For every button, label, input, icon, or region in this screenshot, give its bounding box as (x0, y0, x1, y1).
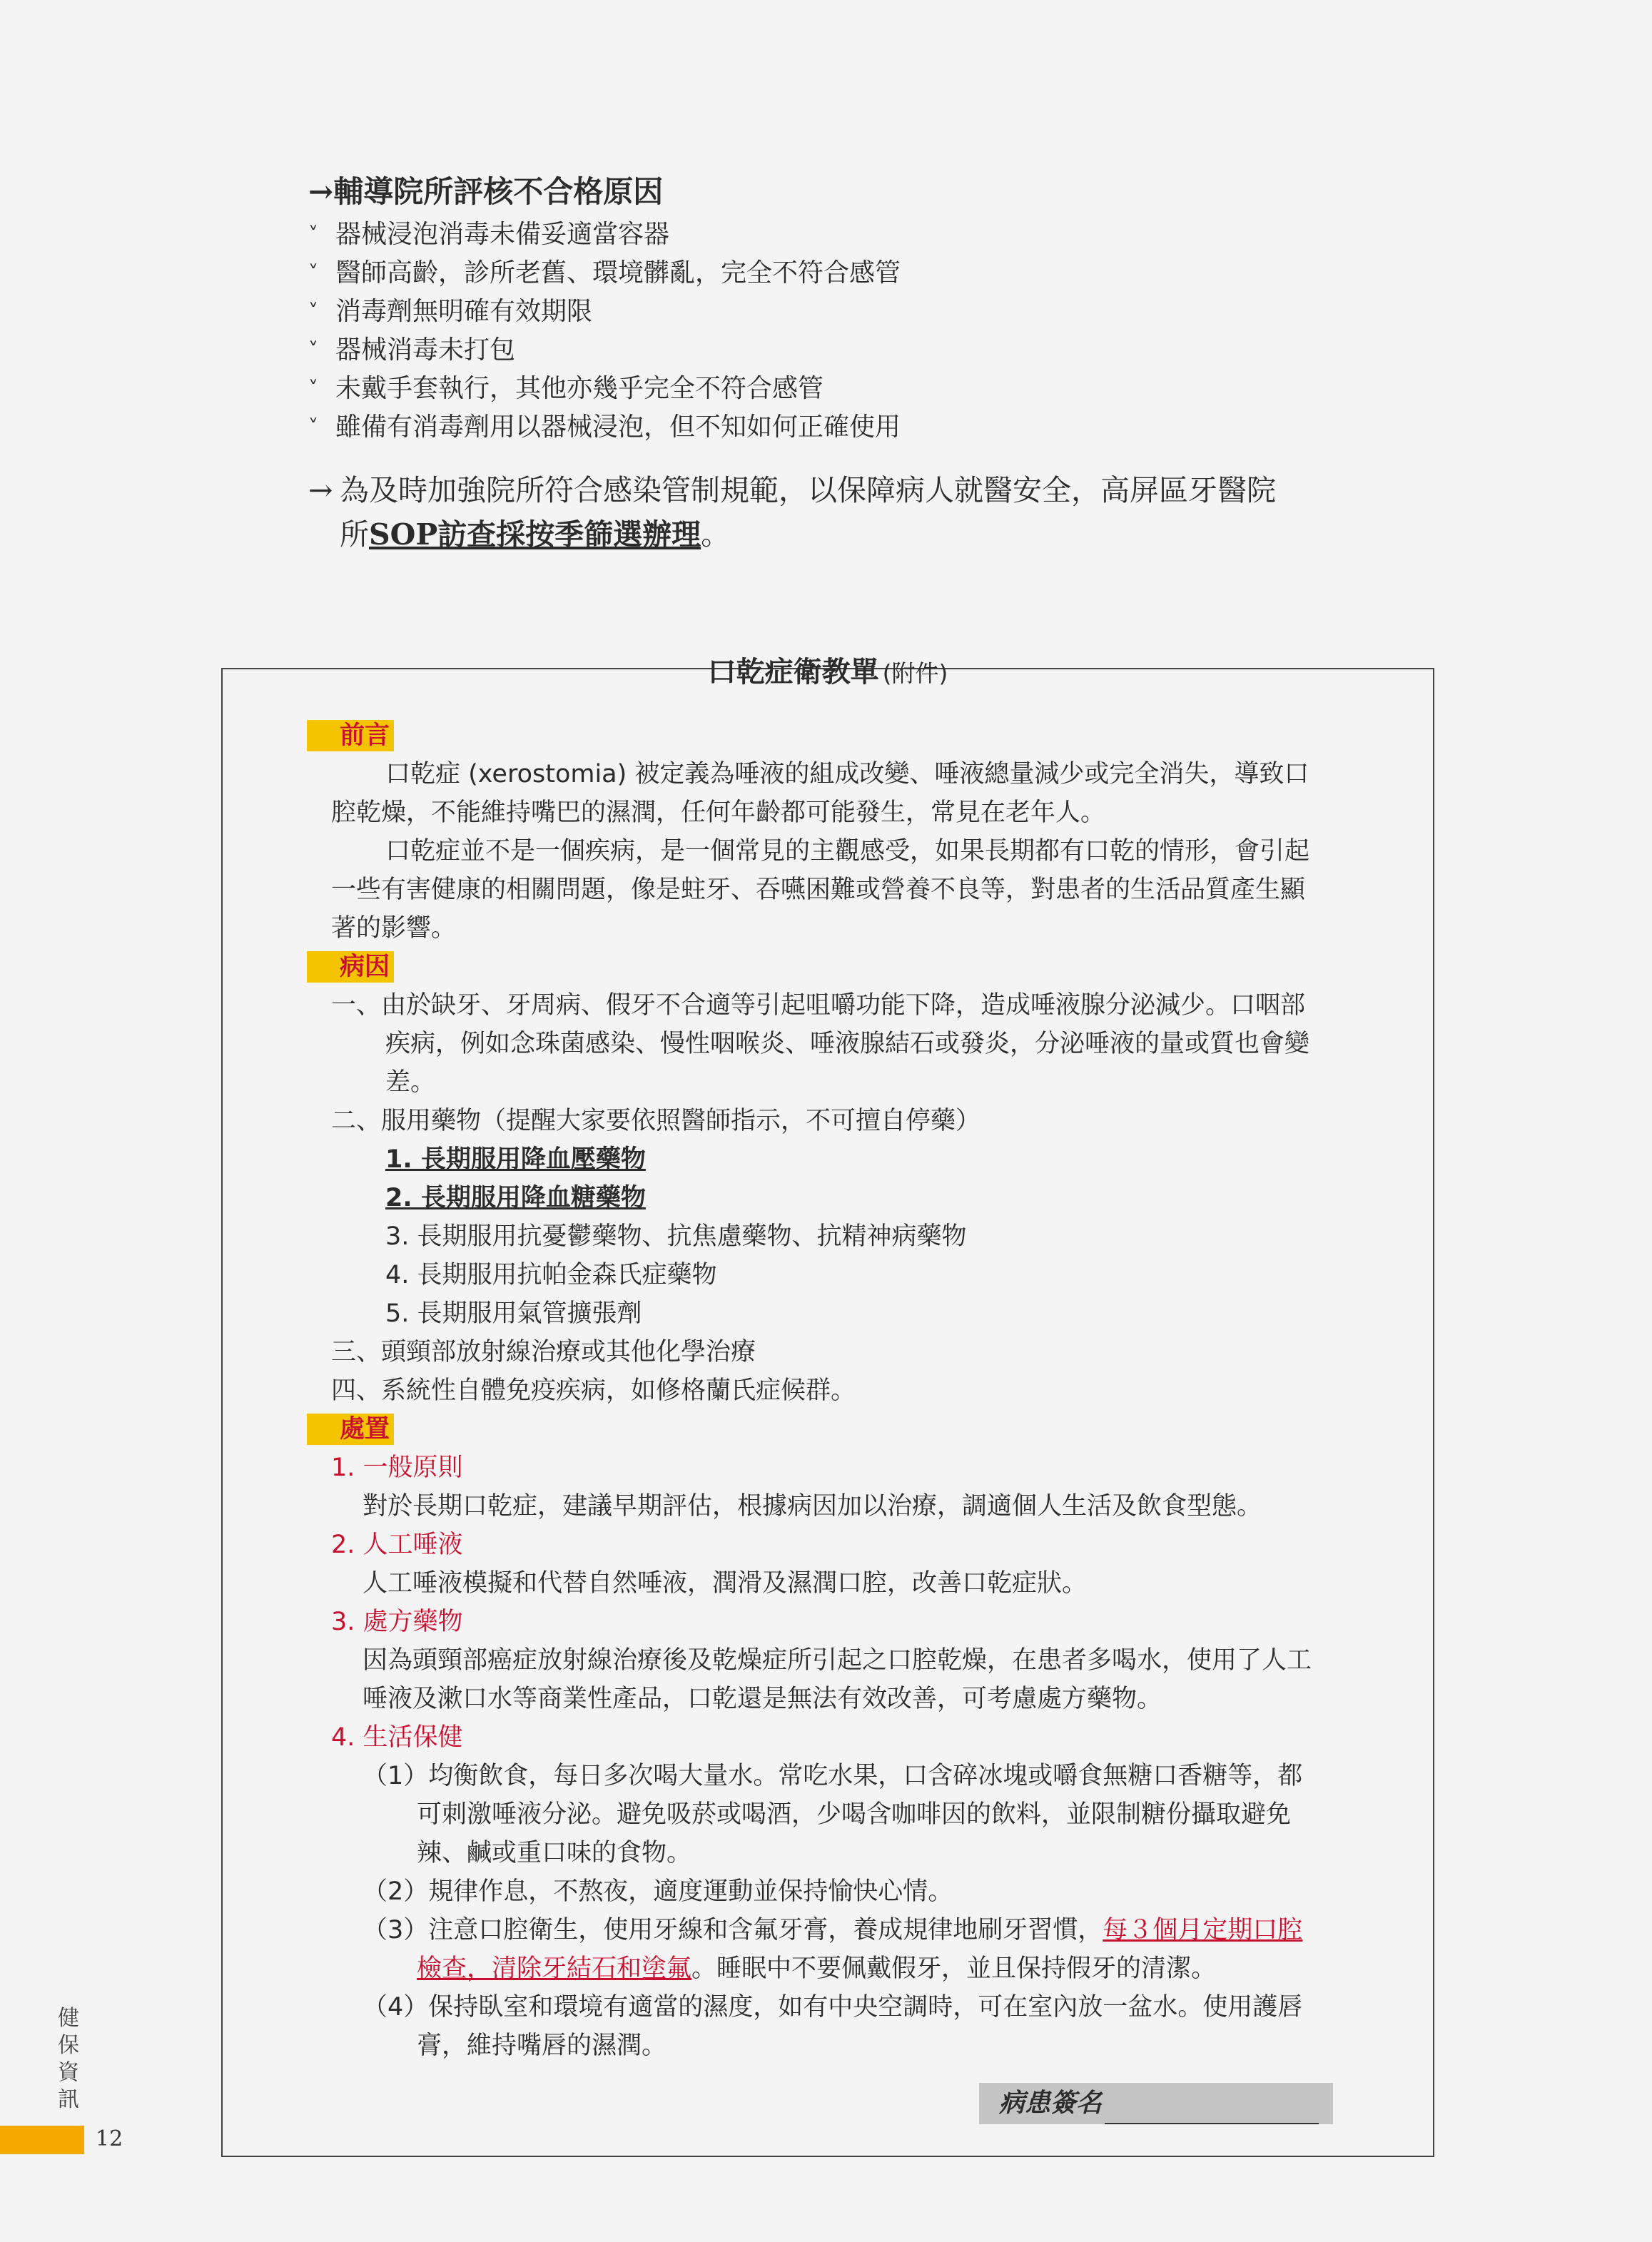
reason-text: 未戴手套執行，其他亦幾乎完全不符合感管 (335, 374, 824, 403)
cause-item: 四、系統性自體免疫疾病，如修格蘭氏症候群。 (331, 1376, 856, 1405)
treatment-text: 對於長期口乾症，建議早期評估，根據病因加以治療，調適個人生活及飲食型態。 (363, 1492, 1262, 1521)
brand-char: 健 (58, 2006, 79, 2031)
check-icon: ˅ (308, 338, 318, 362)
life-text: （3）注意口腔衛生，使用牙線和含氟牙膏，養成規律地刷牙習慣， (363, 1916, 1103, 1944)
patient-signature-field[interactable] (979, 2083, 1333, 2124)
life-item: （1）均衡飲食，每日多次喝大量水。常吃水果，口含碎冰塊或嚼食無糖口香糖等，都可刺激唾液分泌。避免吸菸或喝酒，少喝含咖啡因的飲料，並限制糖份攝取避免辣、鹹或重口味的食物。 (363, 1762, 1303, 1867)
reason-text: 消毒劑無明確有效期限 (335, 297, 593, 326)
life-item: （4）保持臥室和環境有適當的濕度，如有中央空調時，可在室內放一盆水。使用護唇膏，維持嘴唇的濕潤。 (363, 1993, 1303, 2060)
page-number: 12 (96, 2126, 123, 2151)
publication-brand (56, 2005, 81, 2114)
box-title (223, 649, 1433, 690)
signature-label: 病患簽名 (999, 2089, 1103, 2118)
drug-item: 1. 長期服用降血壓藥物 (385, 1145, 646, 1174)
treatment-text: 因為頭頸部癌症放射線治療後及乾燥症所引起之口腔乾燥，在患者多喝水，使用了人工唾液及漱口水等商業性產品，口乾還是無法有效改善，可考慮處方藥物。 (363, 1646, 1312, 1713)
check-icon: ˅ (308, 261, 318, 285)
life-highlight: 每３個月定期口腔檢查，清除牙結石和塗氟 (417, 1916, 1303, 1983)
drug-item: 5. 長期服用氣管擴張劑 (385, 1299, 642, 1328)
note-text: 所 (340, 517, 369, 552)
page-heading: →輔導院所評核不合格原因 (308, 174, 664, 209)
list-item (308, 215, 1343, 254)
reason-list (308, 215, 1343, 447)
treatment-heading: 4. 生活保健 (331, 1723, 463, 1752)
drug-item: 4. 長期服用抗帕金森氏症藥物 (385, 1261, 717, 1289)
check-icon: ˅ (308, 300, 318, 323)
sop-note (308, 468, 1343, 557)
cause-item: 一、由於缺牙、牙周病、假牙不合適等引起咀嚼功能下降，造成唾液腺分泌減少。口咽部疾病，例如念珠菌感染、慢性咽喉炎、唾液腺結石或發炎，分泌唾液的量或質也會變差。 (331, 991, 1310, 1097)
treatment-heading: 1. 一般原則 (331, 1454, 463, 1482)
reason-text: 醫師高齡，診所老舊、環境髒亂，完全不符合感管 (335, 258, 901, 288)
check-icon: ˅ (308, 377, 318, 400)
education-sheet-box (221, 656, 1434, 2157)
box-title-suffix: (附件) (882, 659, 948, 687)
signature-line[interactable] (1105, 2094, 1319, 2124)
cause-item: 二、服用藥物（提醒大家要依照醫師指示，不可擅自停藥） (331, 1107, 981, 1135)
page-tab-marker (0, 2126, 84, 2154)
box-content (308, 716, 1322, 2065)
drug-item: 2. 長期服用降血糖藥物 (385, 1184, 646, 1212)
section-label-intro: 前言 (307, 720, 394, 751)
note-text: 為及時加強院所符合感染管制規範，以保障病人就醫安全，高屏區牙醫院 (340, 473, 1276, 507)
paragraph: 口乾症並不是一個疾病，是一個常見的主觀感受，如果長期都有口乾的情形，會引起一些有害健康的相關問題，像是蛀牙、吞嚥困難或營養不良等，對患者的生活品質產生顯著的影響。 (331, 837, 1310, 943)
section-label-treatment: 處置 (307, 1414, 394, 1445)
treatment-text: 人工唾液模擬和代替自然唾液，潤滑及濕潤口腔，改善口乾症狀。 (363, 1569, 1088, 1598)
list-item (308, 331, 1343, 370)
check-icon: ˅ (308, 223, 318, 246)
drug-item: 3. 長期服用抗憂鬱藥物、抗焦慮藥物、抗精神病藥物 (385, 1222, 967, 1251)
box-title-text: 口乾症衛教單 (707, 656, 879, 689)
top-section (308, 170, 1343, 557)
paragraph: 口乾症 (xerostomia) 被定義為唾液的組成改變、唾液總量減少或完全消失，導致口腔乾燥，不能維持嘴巴的濕潤，任何年齡都可能發生，常見在老年人。 (331, 760, 1309, 827)
section-label-cause: 病因 (307, 951, 394, 983)
arrow-icon: → (308, 473, 333, 507)
list-item (308, 254, 1343, 293)
brand-char: 資 (58, 2060, 79, 2085)
note-text: 。 (701, 517, 731, 552)
check-icon: ˅ (308, 415, 318, 439)
cause-item: 三、頭頸部放射線治療或其他化學治療 (331, 1338, 756, 1366)
reason-text: 器械消毒未打包 (335, 335, 516, 365)
list-item (308, 370, 1343, 408)
treatment-heading: 2. 人工唾液 (331, 1531, 463, 1559)
life-item (363, 1911, 1322, 1988)
treatment-heading: 3. 處方藥物 (331, 1608, 463, 1636)
list-item (308, 293, 1343, 331)
life-text: 。睡眠中不要佩戴假牙，並且保持假牙的清潔。 (691, 1954, 1217, 1983)
reason-text: 器械浸泡消毒未備妥適當容器 (335, 220, 670, 249)
brand-char: 訊 (58, 2087, 79, 2112)
life-item: （2）規律作息，不熬夜，適度運動並保持愉快心情。 (363, 1877, 953, 1906)
list-item (308, 408, 1343, 447)
note-emphasis: SOP訪查採按季篩選辦理 (369, 517, 701, 552)
reason-text: 雖備有消毒劑用以器械浸泡，但不知如何正確使用 (335, 412, 901, 442)
brand-char: 保 (58, 2033, 79, 2058)
